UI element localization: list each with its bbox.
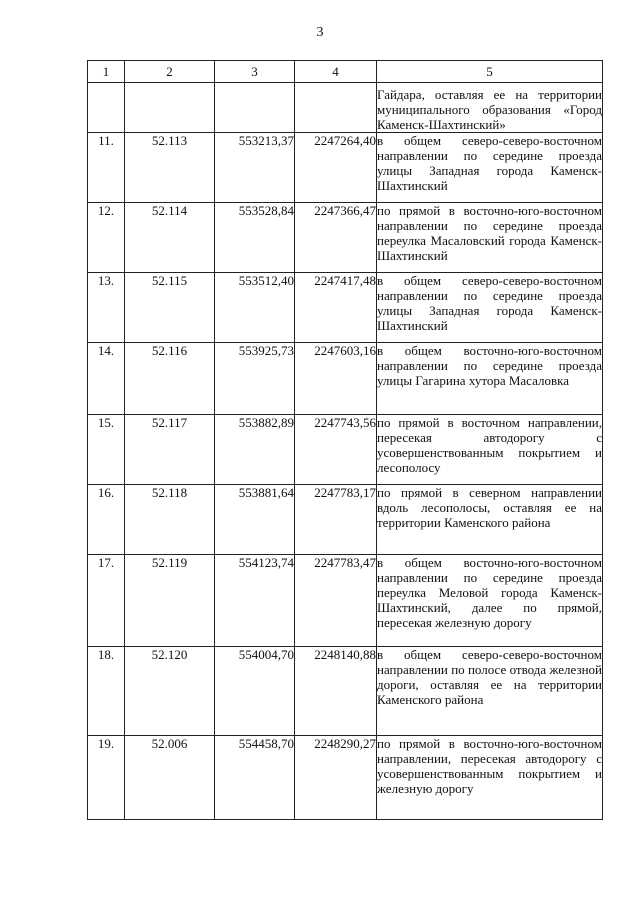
point-code-cell: 52.117 xyxy=(125,415,215,485)
header-cell-4: 4 xyxy=(295,61,377,83)
point-code-cell: 52.120 xyxy=(125,647,215,736)
point-code-cell: 52.119 xyxy=(125,555,215,647)
row-number-cell: 18. xyxy=(88,647,125,736)
header-cell-3: 3 xyxy=(215,61,295,83)
boundary-description-cell: в общем северо-северо-восточном направлении по середине проезда улицы Западная города Каменск-Шахтинский xyxy=(377,273,603,343)
header-cell-2: 2 xyxy=(125,61,215,83)
point-code-cell xyxy=(125,83,215,133)
boundary-table xyxy=(87,60,603,820)
row-number-cell: 12. xyxy=(88,203,125,273)
row-number-cell: 17. xyxy=(88,555,125,647)
y-coordinate-cell: 2247603,16 xyxy=(295,343,377,415)
page-number: 3 xyxy=(316,25,324,40)
boundary-description-cell: в общем северо-северо-восточном направлении по полосе отвода железной дороги, оставляя ее на территории Каменского района xyxy=(377,647,603,736)
row-number-cell: 13. xyxy=(88,273,125,343)
table-header-row xyxy=(88,61,603,83)
point-code-cell: 52.006 xyxy=(125,736,215,820)
y-coordinate-cell: 2248140,88 xyxy=(295,647,377,736)
header-cell-5: 5 xyxy=(377,61,603,83)
row-number-cell: 19. xyxy=(88,736,125,820)
row-number-cell: 15. xyxy=(88,415,125,485)
x-coordinate-cell: 553213,37 xyxy=(215,133,295,203)
row-number-cell: 16. xyxy=(88,485,125,555)
table-body xyxy=(88,83,603,820)
row-number-cell: 11. xyxy=(88,133,125,203)
x-coordinate-cell: 553881,64 xyxy=(215,485,295,555)
table-row xyxy=(88,736,603,820)
table-row xyxy=(88,415,603,485)
y-coordinate-cell: 2247417,48 xyxy=(295,273,377,343)
x-coordinate-cell: 554458,70 xyxy=(215,736,295,820)
row-number-cell xyxy=(88,83,125,133)
point-code-cell: 52.118 xyxy=(125,485,215,555)
table-row xyxy=(88,133,603,203)
table-row xyxy=(88,273,603,343)
boundary-description-cell: в общем восточно-юго-восточном направлении по середине проезда переулка Меловой города Каменск-Шахтинский, далее по прямой, пересекая железную дорогу xyxy=(377,555,603,647)
boundary-description-cell: по прямой в восточном направлении, пересекая автодорогу с усовершенствованным покрытием и лесополосу xyxy=(377,415,603,485)
table-row xyxy=(88,555,603,647)
point-code-cell: 52.113 xyxy=(125,133,215,203)
point-code-cell: 52.115 xyxy=(125,273,215,343)
x-coordinate-cell: 554123,74 xyxy=(215,555,295,647)
y-coordinate-cell: 2247743,56 xyxy=(295,415,377,485)
point-code-cell: 52.114 xyxy=(125,203,215,273)
x-coordinate-cell xyxy=(215,83,295,133)
y-coordinate-cell: 2247783,47 xyxy=(295,555,377,647)
y-coordinate-cell xyxy=(295,83,377,133)
y-coordinate-cell: 2247366,47 xyxy=(295,203,377,273)
table-row xyxy=(88,485,603,555)
x-coordinate-cell: 553528,84 xyxy=(215,203,295,273)
x-coordinate-cell: 553925,73 xyxy=(215,343,295,415)
table-row xyxy=(88,83,603,133)
boundary-description-cell: по прямой в восточно-юго-восточном направлении по середине проезда переулка Масаловский города Каменск-Шахтинский xyxy=(377,203,603,273)
table-row xyxy=(88,647,603,736)
x-coordinate-cell: 553512,40 xyxy=(215,273,295,343)
y-coordinate-cell: 2247783,17 xyxy=(295,485,377,555)
row-number-cell: 14. xyxy=(88,343,125,415)
boundary-description-cell: в общем восточно-юго-восточном направлении по середине проезда улицы Гагарина хутора Масаловка xyxy=(377,343,603,415)
x-coordinate-cell: 553882,89 xyxy=(215,415,295,485)
boundary-description-cell: Гайдара, оставляя ее на территории муниципального образования «Город Каменск-Шахтинский» xyxy=(377,83,603,133)
boundary-description-cell: по прямой в северном направлении вдоль лесополосы, оставляя ее на территории Каменского района xyxy=(377,485,603,555)
boundary-description-cell: в общем северо-северо-восточном направлении по середине проезда улицы Западная города Каменск-Шахтинский xyxy=(377,133,603,203)
x-coordinate-cell: 554004,70 xyxy=(215,647,295,736)
table-row xyxy=(88,343,603,415)
header-cell-1: 1 xyxy=(88,61,125,83)
table-row xyxy=(88,203,603,273)
y-coordinate-cell: 2248290,27 xyxy=(295,736,377,820)
y-coordinate-cell: 2247264,40 xyxy=(295,133,377,203)
point-code-cell: 52.116 xyxy=(125,343,215,415)
boundary-description-cell: по прямой в восточно-юго-восточном направлении, пересекая автодорогу с усовершенствованным покрытием и железную дорогу xyxy=(377,736,603,820)
